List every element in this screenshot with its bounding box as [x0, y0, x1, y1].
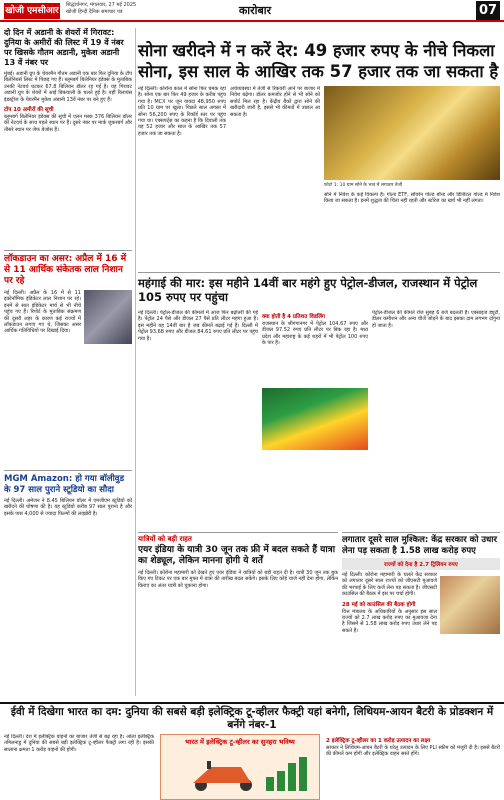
ev-scooter-illustration: [171, 753, 311, 793]
section-title: कारोबार: [238, 4, 272, 17]
petrol-body: नई दिल्ली। पेट्रोल-डीजल की कीमतों में आज फिर बढ़ोतरी की गई है। पेट्रोल 24 पैसे और डीजल 27 पैसे प्रति लीटर महंगा हुआ है। इस महीने यह 14वीं बार है जब कीमतें बढ़ाई गई हैं। दिल्ली में पेट्रोल 93.68 रुपए और डीजल 84.61 रुपए प्रति लीटर पर पहुंच गया है।: [138, 310, 258, 342]
debt-body: नई दिल्ली। कोरोना महामारी के चलते केंद्र सरकार को लगातार दूसरे साल राज्यों को जीएसटी मुआवजे की भरपाई के लिए कर्ज लेना पड़ सकता है। जीएसटी काउंसिल की बैठक में इस पर चर्चा होगी।: [342, 572, 437, 598]
adani-body: मुंबई। अडानी ग्रुप के चेयरमैन गौतम अडानी एक बार फिर दुनिया के टॉप बिलेनियर्स लिस्ट में पिछड़ गए हैं। ब्लूमबर्ग बिलेनियर इंडेक्स के मुताबिक उनकी नेटवर्थ घटकर 67.8 बिलियन डॉलर रह गई है। यह गिरावट अडानी ग्रुप के शेयरों में आई बिकवाली के चलते हुई है। वहीं रिलायंस इंडस्ट्रीज के चेयरमैन मुकेश अंबानी 13वें नंबर पर बने हुए हैं।: [4, 71, 132, 103]
gold-bars-photo: [324, 86, 500, 180]
date-text: सिद्धार्थनगर, मंगलवार, 27 मई 2025: [66, 2, 137, 8]
gold-headline: सोना खरीदने में न करें देर: 49 हजार रुपए के नीचे निकला सोना, इस साल के आखिर तक 57 हजार तक जा सकता है: [138, 41, 499, 81]
debt-body-2: वित्त मंत्रालय के अधिकारियों के अनुसार इस साल राज्यों को 2.7 लाख करोड़ रुपए का मुआवजा देना है जिसमें से 1.58 लाख करोड़ रुपए उधार लेने पड़ सकते हैं।: [342, 608, 437, 634]
ev-graphic-title: भारत में इलेक्ट्रिक टू-व्हीलर का सुनहरा भविष्य: [185, 738, 295, 746]
page-number: 07: [476, 1, 500, 20]
adani-headline: दो दिन में अडानी के शेयरों में गिरावट: दुनिया के अमीरों की लिस्ट में 19 वें नंबर पर खिसके गौतम अडानी, मुकेश अडानी 13 वें नंबर पर: [4, 28, 124, 67]
ev-body-2: सरकार ने लिथियम-आयन बैटरी के घरेलू उत्पादन के लिए PLI स्कीम को मंजूरी दी है। इससे बैटरी की कीमतें कम होंगी और इलेक्ट्रिक वाहन सस्ते होंगे।: [326, 745, 500, 758]
gold-caption: फोटो 1: 10 ग्राम सोने के भाव में लगातार तेजी: [324, 183, 403, 188]
adani-body-2: ब्लूमबर्ग बिलेनियर इंडेक्स की सूची में एलन मस्क 376 बिलियन डॉलर की नेटवर्थ के साथ पहले स्थान पर हैं। दूसरे नंबर पर मार्क जुकरबर्ग और तीसरे स्थान पर जेफ बेजोस हैं।: [4, 114, 132, 133]
date-line: [66, 2, 156, 16]
debt-subhead: 28 मई को काउंसिल की बैठक होगी: [342, 601, 416, 608]
lockdown-photo: [84, 290, 132, 344]
debt-headline: लगातार दूसरे साल मुश्किल: केंद्र सरकार को उधार लेना पड़ सकता है 1.58 लाख करोड़ रुपए: [342, 535, 497, 556]
air-india-kicker: यात्रियों को बड़ी राहत: [138, 535, 192, 543]
newspaper-logo: खोजी एमसीआर: [4, 3, 60, 19]
ev-infographic: [160, 734, 320, 800]
lockdown-story: [4, 250, 132, 470]
ev-body-col-2: [326, 734, 500, 800]
adani-subhead: टॉप 10 अमीरों की सूची: [4, 107, 54, 114]
adani-story: [4, 28, 132, 248]
air-india-headline: एयर इंडिया के यात्री 30 जून तक फ्री में बदल सकते हैं यात्रा का शेड्यूल, लेकिन मानना होगी ये शर्तें: [138, 545, 336, 566]
gold-body-col-3: [324, 192, 500, 268]
air-india-body: नई दिल्ली। कोरोना महामारी को देखते हुए एयर इंडिया ने यात्रियों को बड़ी राहत दी है। यात्री 30 जून तक बुक किए गए टिकट पर एक बार मुफ्त में यात्रा की तारीख बदल सकेंगे। इसके लिए कोई चार्ज नहीं देना होगा, लेकिन किराए का अंतर यात्री को चुकाना होगा।: [138, 570, 338, 589]
gold-body: नई दिल्ली। कोरोना काल में सोना फिर चमक रहा है। सोना एक बार फिर 49 हजार के करीब पहुंच गया है। MCX पर जून वायदा 48,950 रुपए प्रति 10 ग्राम पर खुला। पिछले साल अगस्त में सोना 56,200 रुपए के रिकॉर्ड स्तर पर पहुंच गया था। एक्सपर्ट्स का कहना है कि दिवाली तक यह 52 हजार और साल के आखिर तक 57 हजार तक जा सकता है।: [138, 86, 226, 137]
amazon-body: नई दिल्ली। अमेजन ने 8.45 बिलियन डॉलर में एमजीएम स्टूडियो को खरीदने की घोषणा की है। यह स्टूडियो करीब 97 साल पुराना है और इसके पास 4,000 से ज्यादा फिल्मों की लाइब्रेरी है।: [4, 498, 132, 517]
lockdown-headline: लॉकडाउन का असर: अप्रैल में 16 में से 11 आर्थिक संकेतक लाल निशान पर रहे: [4, 254, 127, 286]
petrol-subhead: क्या होती है 4 प्रतिशत विडलिंग: [262, 314, 326, 320]
air-india-story: [138, 532, 338, 698]
masthead: [0, 0, 504, 22]
petrol-body-col-1: [138, 310, 258, 530]
currency-photo: [440, 576, 500, 634]
ev-body-col-1: [4, 734, 154, 800]
gold-body-col-1: [138, 86, 226, 268]
petrol-body-3: पेट्रोल-डीजल की कीमतें रोज सुबह 6 बजे बदलती हैं। एक्साइज ड्यूटी, डीलर कमीशन और अन्य चीजें जोड़ने के बाद इसका दाम लगभग दोगुना हो जाता है।: [372, 310, 500, 329]
gold-body-2: अर्थव्यवस्था में तेजी से रिकवरी आने पर बाजार में निवेश बढ़ेगा। डॉलर कमजोर होने से भी सोने को सपोर्ट मिल रहा है। केंद्रीय बैंकों द्वारा सोने की खरीदारी जारी है, इससे भी कीमतों में उछाल आ सकता है।: [230, 86, 320, 118]
lockdown-body: नई दिल्ली। अप्रैल के 16 में से 11 इकोनॉमिक इंडिकेटर लाल निशान पर रहे। इनमें से सात इंडिकेटर मार्च से भी नीचे पहुंच गए हैं। रिपोर्ट के मुताबिक संक्रमण की दूसरी लहर के कारण कई राज्यों में लॉकडाउन लगाए गए थे, जिसका असर आर्थिक गतिविधियों पर दिखाई दिया।: [4, 290, 81, 335]
amazon-headline: MGM Amazon: हो गया बॉलीवुड के 97 साल पुराने स्टूडियो का सौदा: [4, 474, 125, 495]
debt-badge: राज्यों को देना है 2.7 ट्रिलियन रुपए: [342, 558, 500, 570]
ev-subhead: 2 इलेक्ट्रिक टू-व्हीलर का 1 करोड़ उत्पादन का लक्ष्य: [326, 738, 431, 744]
petrol-body-col-3: [372, 310, 500, 530]
ev-headline: ईवी में दिखेगा भारत का दम: दुनिया की सबसे बड़ी इलेक्ट्रिक टू-व्हीलर फैक्ट्री यहां बनेगी, लिथियम-आयन बैटरी के प्रोडक्शन में बनेंगे नंबर-1: [0, 702, 504, 732]
gold-body-col-2: [230, 86, 320, 268]
gold-body-3: सोने में निवेश के कई विकल्प हैं। गोल्ड ETF, सॉवरेन गोल्ड बॉन्ड और डिजिटल गोल्ड में निवेश किया जा सकता है। इनमें शुद्धता की चिंता नहीं रहती और स्टोरेज का खर्च भी नहीं लगता।: [324, 192, 500, 205]
amazon-story: [4, 470, 132, 696]
debt-story: [342, 532, 500, 698]
column-divider: [135, 28, 136, 696]
petrol-body-2: राजस्थान के श्रीगंगानगर में पेट्रोल 104.67 रुपए और डीजल 97.52 रुपए प्रति लीटर पर बिक रहा है। मध्य प्रदेश और महाराष्ट्र के कई शहरों में भी पेट्रोल 100 रुपए के पार है।: [262, 321, 368, 347]
petrol-headline: महंगाई की मार: इस महीने 14वीं बार महंगे हुए पेट्रोल-डीजल, राजस्थान में पेट्रोल 105 रुपए पर पहुंचा: [138, 272, 500, 304]
ev-body: नई दिल्ली। देश में इलेक्ट्रिक वाहनों का बाजार तेजी से बढ़ रहा है। ओला इलेक्ट्रिक तमिलनाडु में दुनिया की सबसे बड़ी इलेक्ट्रिक टू-व्हीलर फैक्ट्री लगा रही है। इसकी सालाना क्षमता 1 करोड़ वाहनों की होगी।: [4, 734, 154, 753]
petrol-pump-photo: [262, 388, 368, 450]
petrol-body-col-2: [262, 310, 368, 386]
edition-text: खोजी हिन्दी दैनिक समाचार पत्र: [66, 9, 123, 15]
